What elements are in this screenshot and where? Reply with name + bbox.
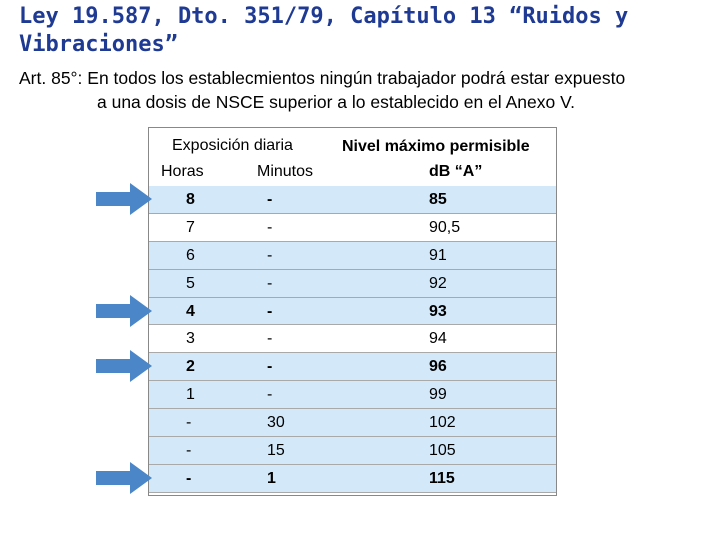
table-row: [149, 381, 556, 409]
right-arrow-icon: [96, 462, 152, 494]
minutes-cell: -: [267, 218, 273, 236]
level-cell: 94: [429, 330, 447, 348]
minutes-cell: 1: [267, 469, 276, 487]
minutes-cell: -: [267, 191, 273, 208]
level-cell: 115: [429, 469, 455, 487]
table-row: [149, 325, 556, 353]
level-cell: 85: [429, 191, 447, 208]
right-arrow-icon: [96, 183, 152, 215]
header-max-level: Nivel máximo permisible: [342, 138, 530, 155]
header-hours: Horas: [161, 163, 204, 180]
article-line-2: a una dosis de NSCE superior a lo establecido en el Anexo V.: [97, 92, 575, 112]
table-body: [149, 186, 556, 493]
hours-cell: 6: [186, 246, 195, 264]
hours-cell: 7: [186, 218, 195, 236]
right-arrow-icon: [96, 295, 152, 327]
table-row: [149, 465, 556, 493]
hours-cell: 8: [186, 191, 195, 208]
noise-exposure-table: [148, 127, 557, 496]
table-row: [149, 353, 556, 381]
table-row: [149, 214, 556, 242]
hours-cell: -: [186, 414, 192, 432]
page-title: Ley 19.587, Dto. 351/79, Capítulo 13 “Ruidos y Vibraciones”: [19, 4, 629, 57]
level-cell: 90,5: [429, 218, 461, 236]
hours-cell: -: [186, 469, 192, 487]
minutes-cell: -: [267, 302, 273, 320]
table-row: [149, 298, 556, 326]
level-cell: 93: [429, 302, 447, 320]
article-text: [19, 66, 719, 114]
level-cell: 96: [429, 358, 447, 376]
hours-cell: 1: [186, 386, 195, 404]
level-cell: 102: [429, 414, 456, 432]
level-cell: 92: [429, 274, 447, 292]
header-unit: dB “A”: [429, 163, 483, 180]
right-arrow-icon: [96, 350, 152, 382]
table-row: [149, 409, 556, 437]
hours-cell: 3: [186, 330, 195, 348]
article-line-1: Art. 85°: En todos los establecmientos ningún trabajador podrá estar expuesto: [19, 68, 626, 88]
hours-cell: 4: [186, 302, 195, 320]
minutes-cell: -: [267, 274, 273, 292]
hours-cell: 5: [186, 274, 195, 292]
level-cell: 99: [429, 386, 447, 404]
minutes-cell: -: [267, 330, 273, 348]
minutes-cell: 30: [267, 414, 285, 432]
level-cell: 105: [429, 442, 456, 460]
table-row: [149, 186, 556, 214]
table-row: [149, 270, 556, 298]
table-row: [149, 437, 556, 465]
header-minutes: Minutos: [257, 163, 314, 180]
hours-cell: -: [186, 442, 192, 460]
minutes-cell: -: [267, 386, 273, 404]
minutes-cell: -: [267, 246, 273, 264]
hours-cell: 2: [186, 358, 195, 376]
minutes-cell: 15: [267, 442, 285, 460]
table-row: [149, 242, 556, 270]
header-exposure: Exposición diaria: [172, 137, 293, 154]
level-cell: 91: [429, 246, 447, 264]
minutes-cell: -: [267, 358, 273, 376]
